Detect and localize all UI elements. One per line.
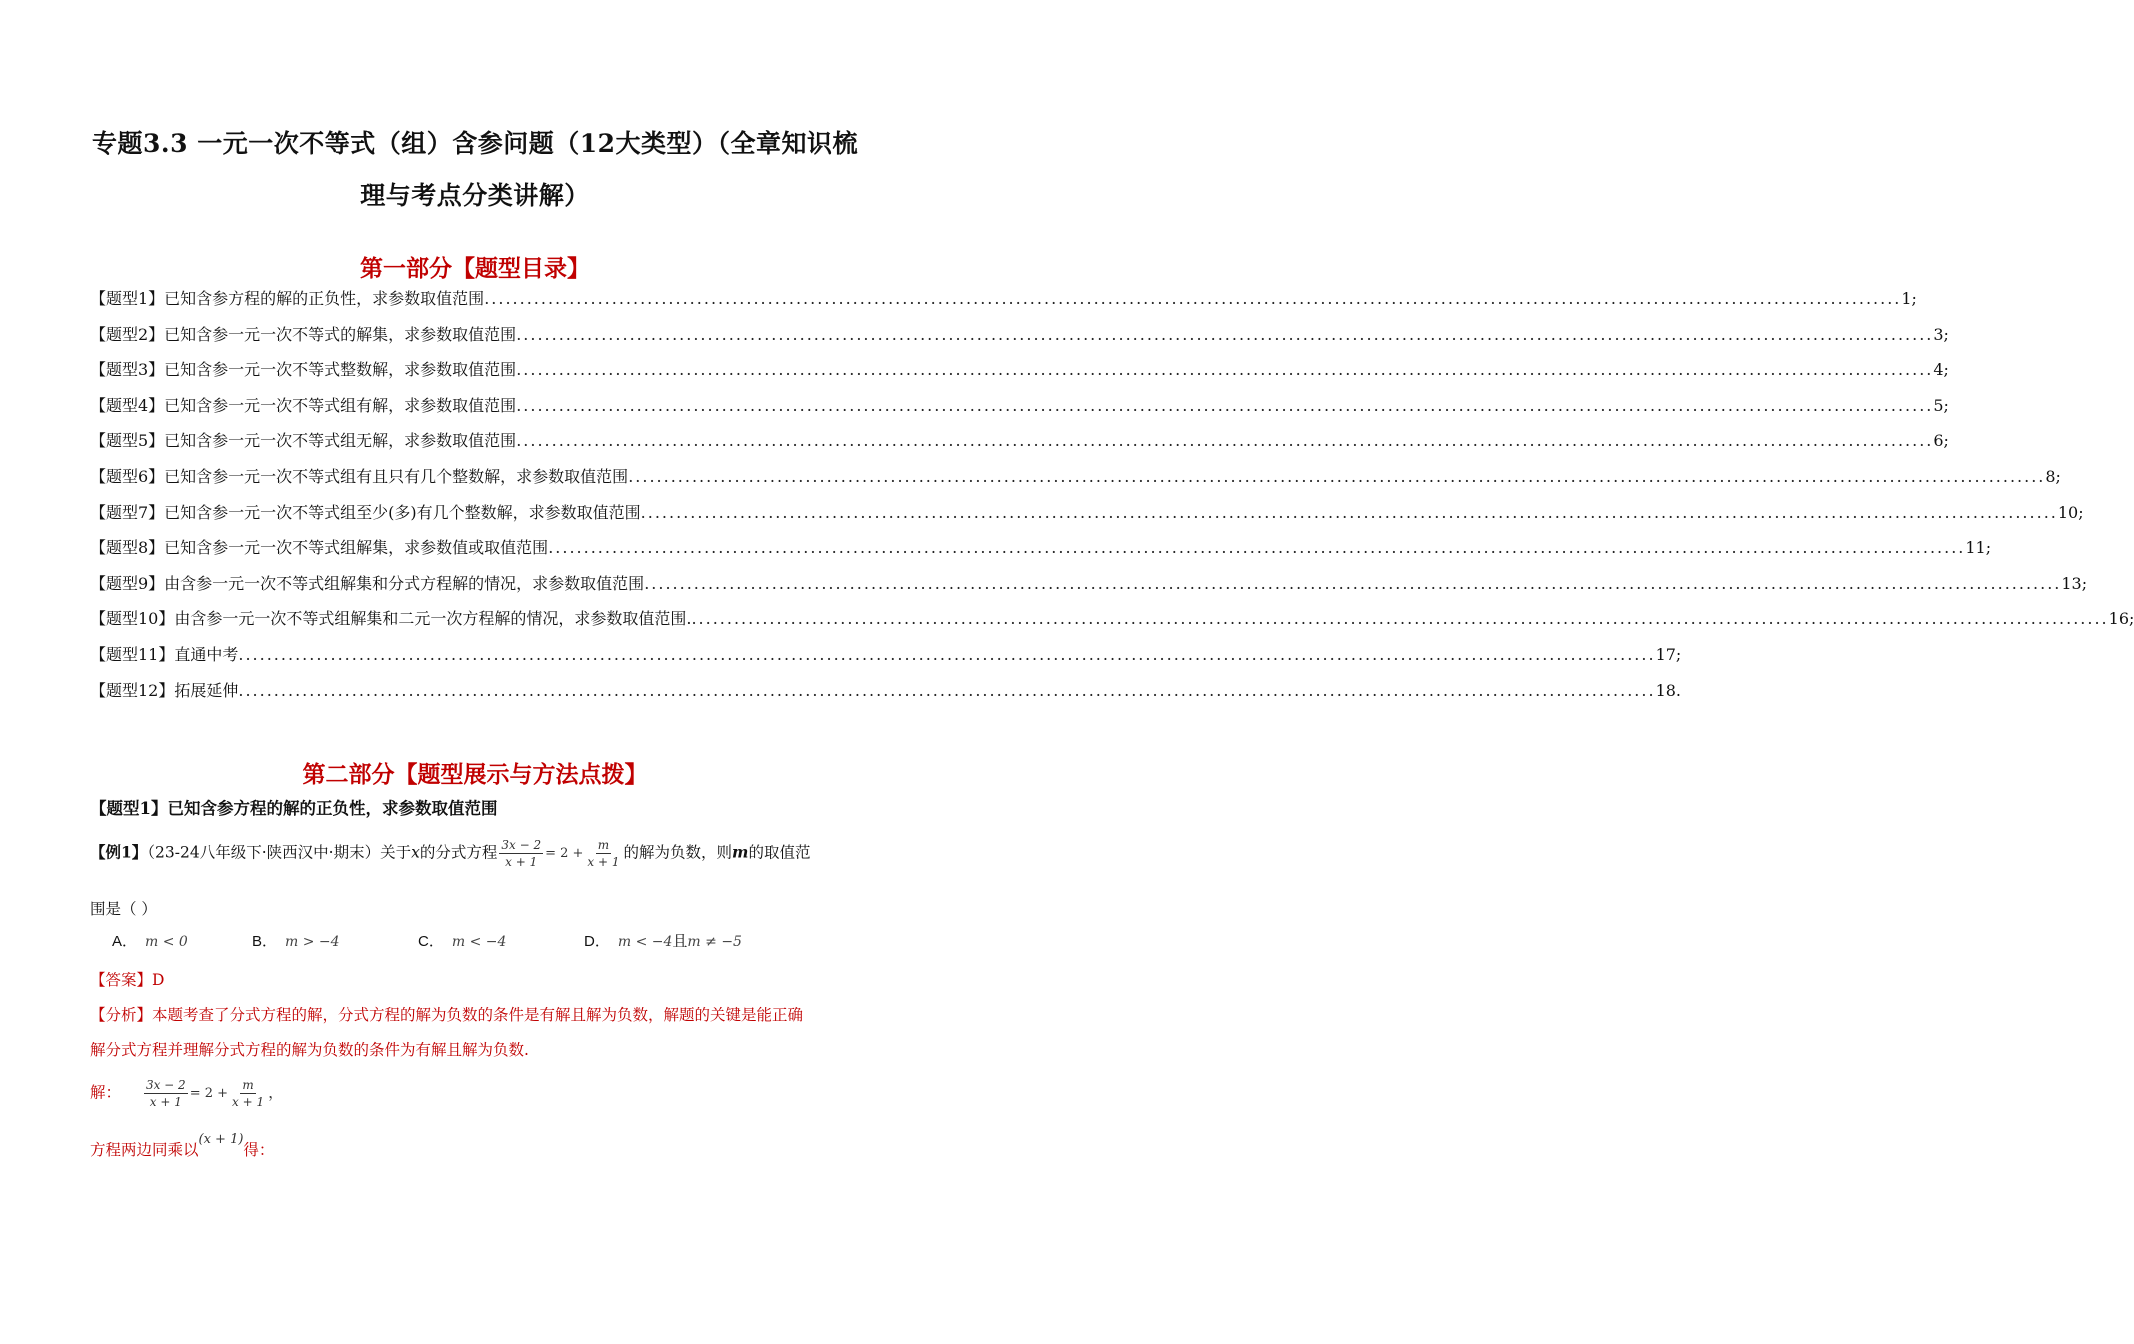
toc-leader-dots: ........................................................................................................................................................................................................	[644, 573, 2062, 593]
option-d: D． m < −4且m ≠ −5	[584, 932, 742, 950]
toc-entry-title: 【题型10】由含参一元一次不等式组解集和二元一次方程解的情况，求参数取值范围.	[90, 609, 692, 629]
toc-leader-dots: ........................................................................................................................................................................................................	[516, 324, 1934, 344]
document-title	[80, 118, 870, 222]
option-c: C． m < −4	[418, 933, 507, 950]
example-end: 的取值范	[748, 843, 811, 862]
fraction-lhs: $\frac{3x - 2}{x + 1}$	[501, 838, 542, 869]
title-line-1: 专题3.3 一元一次不等式（组）含参问题（12大类型）（全章知识梳	[92, 129, 858, 158]
type1-heading: 【题型1】已知含参方程的解的正负性，求参数取值范围	[90, 799, 498, 818]
toc-entry-page: 16;	[2108, 609, 2134, 629]
toc-leader-dots: ........................................................................................................................................................................................................	[516, 360, 1934, 380]
solution-step: 方程两边同乘以$^{(x + 1)}$得：	[90, 1131, 275, 1159]
toc-entry-page: 3;	[1933, 324, 1949, 344]
toc-entry[interactable]	[90, 535, 1992, 571]
toc-entry-title: 【题型5】已知含参一元一次不等式组无解，求参数取值范围	[90, 431, 517, 451]
example-1-line-2: 围是（ ）	[90, 900, 157, 918]
example-source: （23-24八年级下·陕西汉中·期末）关于	[147, 843, 412, 862]
solution-line: 解： $\frac{3x - 2}{x + 1}$ = 2 + $\frac{m}{x + 1}$ ，	[90, 1078, 284, 1109]
toc-entry[interactable]	[90, 606, 2134, 642]
toc-leader-dots: ........................................................................................................................................................................................................	[238, 644, 1656, 664]
toc-entry-page: 18.	[1655, 680, 1682, 700]
toc-entry[interactable]	[90, 286, 1917, 322]
equals-two-plus: = 2 +	[545, 846, 584, 861]
title-line-2: 理与考点分类讲解）	[360, 181, 590, 210]
solution-equals: = 2 +	[189, 1086, 229, 1101]
var-m: m	[732, 842, 749, 862]
toc-entry-title: 【题型7】已知含参一元一次不等式组至少(多)有几个整数解，求参数取值范围	[90, 502, 641, 522]
toc-entry-page: 10;	[2057, 502, 2084, 522]
toc-entry-page: 8;	[2045, 466, 2061, 486]
toc-leader-dots: ........................................................................................................................................................................................................	[548, 538, 1966, 558]
solution-label: 解：	[90, 1083, 122, 1102]
toc-entry-title: 【题型1】已知含参方程的解的正负性，求参数取值范围	[90, 289, 485, 308]
toc-entry-title: 【题型2】已知含参一元一次不等式的解集，求参数取值范围	[90, 324, 517, 344]
toc-entry[interactable]	[90, 642, 1682, 678]
multiplier: (x + 1)	[198, 1131, 244, 1147]
analysis-line-2: 解分式方程并理解分式方程的解为负数的条件为有解且解为负数.	[90, 1041, 529, 1059]
toc-leader-dots: ........................................................................................................................................................................................................	[484, 289, 1902, 308]
toc-entry-page: 11;	[1965, 538, 1992, 558]
toc-entry-title: 【题型8】已知含参一元一次不等式组解集，求参数值或取值范围	[90, 538, 549, 558]
toc-entry-page: 17;	[1655, 644, 1682, 664]
toc-entry[interactable]	[90, 393, 1949, 429]
toc-entry[interactable]	[90, 500, 2084, 536]
toc-entry[interactable]	[90, 464, 2061, 500]
toc-leader-dots: ........................................................................................................................................................................................................	[628, 466, 2046, 486]
toc-entry-page: 5;	[1933, 395, 1949, 415]
example-tag: 【例1】	[90, 842, 148, 862]
toc-entry-title: 【题型4】已知含参一元一次不等式组有解，求参数取值范围	[90, 395, 517, 415]
toc-entry-title: 【题型12】拓展延伸	[90, 680, 239, 700]
toc-entry[interactable]	[90, 428, 1949, 464]
option-b: B． m > −4	[252, 933, 340, 950]
toc-entry[interactable]	[90, 357, 1949, 393]
option-a: A． m < 0	[112, 933, 188, 950]
solution-fraction-rhs: $\frac{m}{x + 1}$	[232, 1078, 265, 1109]
solution-fraction-lhs: $\frac{3x - 2}{x + 1}$	[145, 1078, 186, 1109]
toc-leader-dots: ........................................................................................................................................................................................................	[516, 395, 1934, 415]
part2-heading: 第二部分【题型展示与方法点拨】	[302, 761, 648, 788]
example-after: 的解为负数，则	[623, 843, 733, 862]
toc-entry-title: 【题型11】直通中考	[90, 644, 239, 664]
toc-entry-page: 1;	[1901, 289, 1917, 308]
toc-entry-page: 13;	[2061, 573, 2088, 593]
example-mid: 的分式方程	[419, 843, 498, 862]
toc-leader-dots: ........................................................................................................................................................................................................	[640, 502, 2058, 522]
toc-entry[interactable]	[90, 678, 1682, 714]
answer: 【答案】D	[90, 971, 165, 989]
toc-entry-title: 【题型3】已知含参一元一次不等式整数解，求参数取值范围	[90, 360, 517, 380]
toc-entry-title: 【题型9】由含参一元一次不等式组解集和分式方程解的情况，求参数取值范围	[90, 573, 645, 593]
part1-heading: 第一部分【题型目录】	[360, 255, 590, 282]
fraction-rhs: $\frac{m}{x + 1}$	[587, 838, 620, 869]
toc-leader-dots: ........................................................................................................................................................................................................	[238, 680, 1656, 700]
toc-entry-page: 6;	[1933, 431, 1949, 451]
toc-leader-dots: ........................................................................................................................................................................................................	[691, 609, 2109, 629]
toc-entry[interactable]	[90, 571, 2088, 607]
var-x: x	[411, 843, 420, 862]
toc-entry-page: 4;	[1933, 360, 1949, 380]
table-of-contents	[90, 286, 2134, 713]
analysis-line-1: 【分析】本题考查了分式方程的解，分式方程的解为负数的条件是有解且解为负数，解题的关键是能正确	[90, 1006, 804, 1024]
example-1-line	[90, 838, 810, 869]
toc-entry[interactable]	[90, 322, 1949, 358]
toc-leader-dots: ........................................................................................................................................................................................................	[516, 431, 1934, 451]
toc-entry-title: 【题型6】已知含参一元一次不等式组有且只有几个整数解，求参数取值范围	[90, 466, 629, 486]
